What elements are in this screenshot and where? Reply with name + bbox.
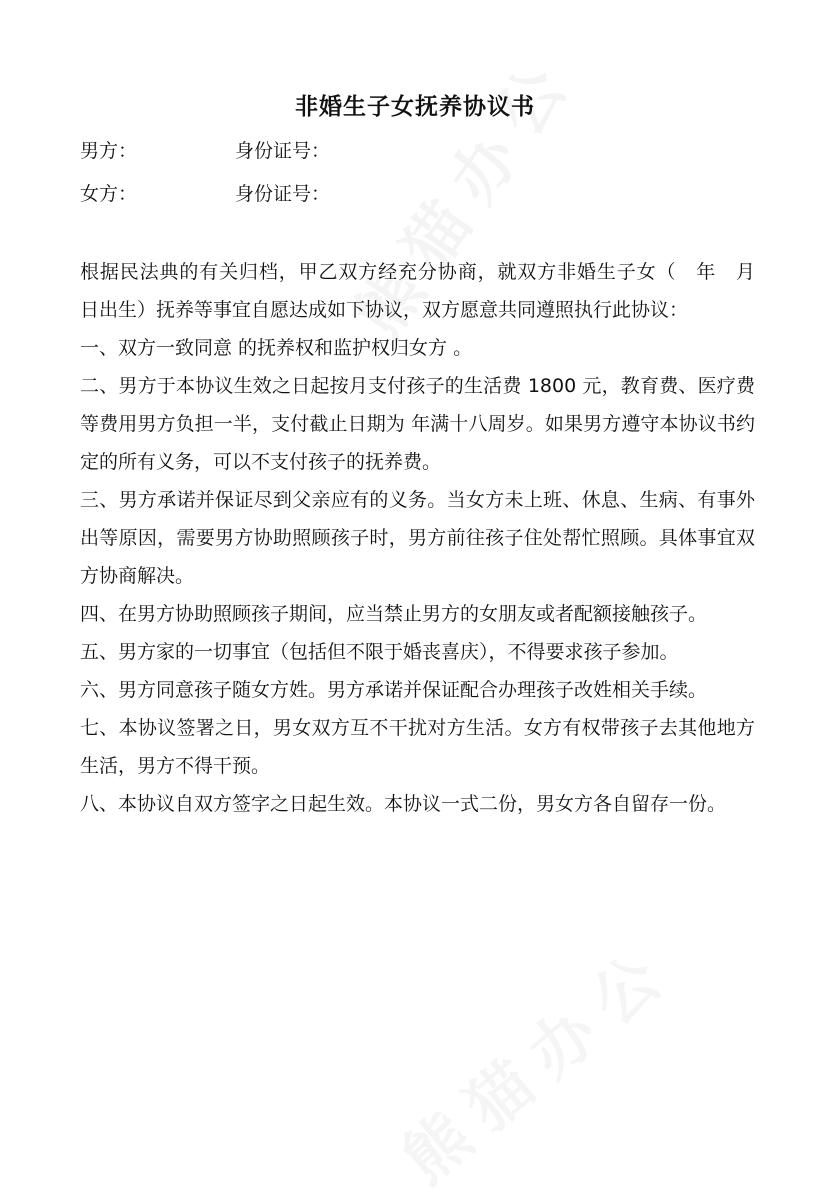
clause-1: 一、双方一致同意 的抚养权和监护权归女方 。 bbox=[80, 337, 473, 359]
female-id-label: 身份证号： bbox=[235, 183, 331, 205]
clause-6: 六、男方同意孩子随女方姓。男方承诺并保证配合办理孩子改姓相关手续。 bbox=[80, 679, 708, 701]
document-title: 非婚生子女抚养协议书 bbox=[295, 94, 535, 120]
female-label: 女方： bbox=[80, 183, 138, 205]
male-label: 男方： bbox=[80, 140, 138, 162]
watermark-bottom bbox=[380, 919, 690, 1200]
clause-2: 二、男方于本协议生效之日起按月支付孩子的生活费 1800 元，教育费、医疗费等费用男方负担一半，支付截止日期为 年满十八周岁。如果男方遵守本协议书约定的所有义务，可以不支付孩子的抚养费。 bbox=[80, 375, 755, 473]
female-party-line bbox=[80, 179, 331, 206]
clause-8: 八、本协议自双方签字之日起生效。本协议一式二份，男女方各自留存一份。 bbox=[80, 793, 727, 815]
clause-7: 七、本协议签署之日，男女双方互不干扰对方生活。女方有权带孩子去其他地方生活，男方不得干预。 bbox=[80, 717, 755, 777]
male-party-line bbox=[80, 136, 331, 163]
clause-4: 四、在男方协助照顾孩子期间，应当禁止男方的女朋友或者配额接触孩子。 bbox=[80, 603, 708, 625]
clause-5: 五、男方家的一切事宜（包括但不限于婚丧喜庆），不得要求孩子参加。 bbox=[80, 641, 679, 663]
agreement-body bbox=[80, 253, 775, 823]
intro-paragraph: 根据民法典的有关归档，甲乙双方经充分协商，就双方非婚生子女（ 年 月 日出生）抚养等事宜自愿达成如下协议，双方愿意共同遵照执行此协议： bbox=[80, 261, 775, 321]
male-id-label: 身份证号： bbox=[235, 140, 331, 162]
clause-3: 三、男方承诺并保证尽到父亲应有的义务。当女方未上班、休息、生病、有事外出等原因，需要男方协助照顾孩子时，男方前往孩子住处帮忙照顾。具体事宜双方协商解决。 bbox=[80, 489, 755, 587]
